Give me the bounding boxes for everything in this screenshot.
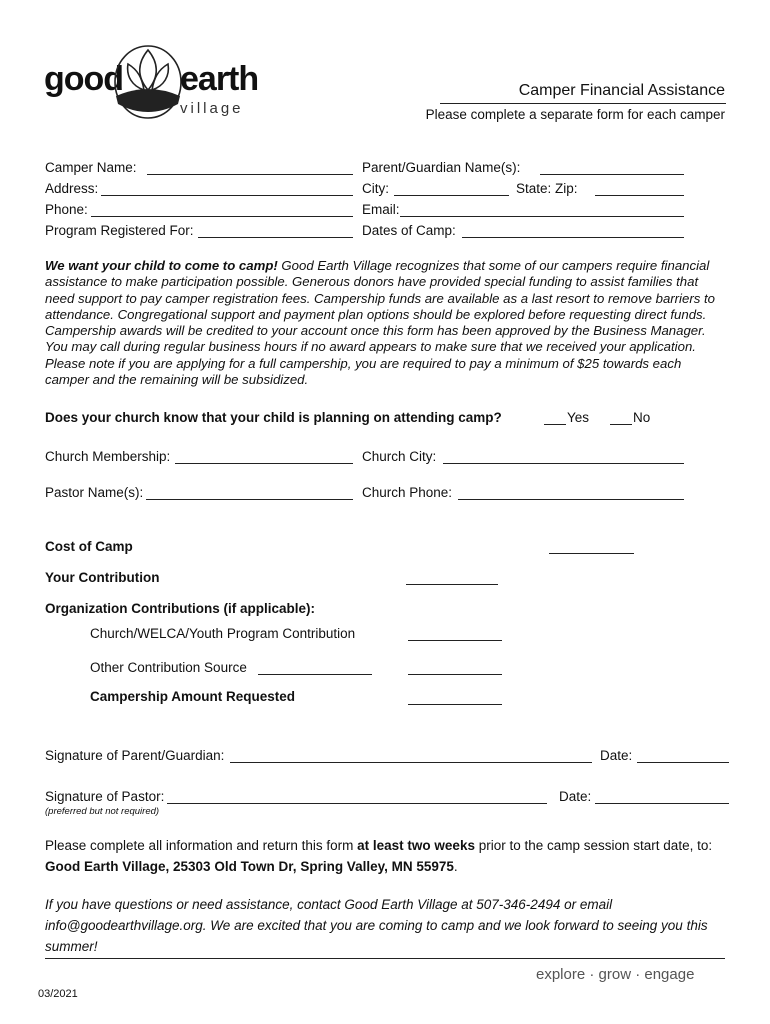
cost-of-camp-field[interactable] [549, 553, 634, 554]
return-address: Good Earth Village, 25303 Old Town Dr, Spring Valley, MN 55975 [45, 859, 454, 874]
form-date: 03/2021 [38, 988, 78, 1000]
form-subtitle: Please complete a separate form for each camper [425, 107, 725, 122]
form-title: Camper Financial Assistance [518, 82, 725, 99]
parent-guardian-field[interactable] [540, 174, 684, 175]
pastor-date-field[interactable] [595, 803, 729, 804]
other-source-name-field[interactable] [258, 674, 372, 675]
church-welca-field[interactable] [408, 640, 502, 641]
your-contribution-field[interactable] [406, 584, 498, 585]
phone-field[interactable] [91, 216, 353, 217]
intro-paragraph [45, 258, 717, 388]
pastor-signature-label: Signature of Pastor: [45, 789, 165, 804]
tagline: explore · grow · engage [536, 966, 695, 983]
church-membership-field[interactable] [175, 463, 353, 464]
church-phone-field[interactable] [458, 499, 684, 500]
pastor-name-field[interactable] [146, 499, 353, 500]
yes-label: Yes [567, 410, 590, 425]
return-instructions [45, 835, 735, 877]
parent-guardian-label: Parent/Guardian Name(s): [362, 160, 521, 175]
city-label: City: [362, 181, 389, 196]
no-blank[interactable] [610, 424, 632, 425]
church-city-field[interactable] [443, 463, 684, 464]
campership-amount-field[interactable] [408, 704, 502, 705]
return-end: . [453, 859, 458, 874]
other-source-amount-field[interactable] [408, 674, 502, 675]
camper-name-label: Camper Name: [45, 160, 137, 175]
dates-label: Dates of Camp: [362, 223, 456, 238]
leaf-globe-icon [112, 42, 184, 120]
church-question: Does your church know that your child is planning on attending camp? [45, 410, 502, 425]
title-rule [440, 103, 726, 104]
return-pre: Please complete all information and return this form [45, 838, 358, 853]
cost-of-camp-label: Cost of Camp [45, 539, 133, 554]
contact-paragraph: If you have questions or need assistance, contact Good Earth Village at 507-346-2494 or email info@goodearthvillage.org. We are excited that you are coming to camp and we look forward to seeing you this summer! [45, 897, 708, 954]
email-field[interactable] [400, 216, 684, 217]
camper-name-field[interactable] [147, 174, 353, 175]
city-field[interactable] [394, 195, 509, 196]
no-label: No [633, 410, 651, 425]
church-city-label: Church City: [362, 449, 437, 464]
pastor-date-label: Date: [559, 789, 592, 804]
logo-word-village: village [180, 100, 244, 117]
intro-body: Good Earth Village recognizes that some of our campers require financial assistance to make participation possible. Generous donors have provided special funding to assist families that need support to pay camper registration fees. Campership funds are available as a last resort to remove barriers to attendance. Congregational support and payment plan options should be explored before requesting direct funds. Campership awards will be credited to your account once this form has been approved by the Business Manager. You may call during regular business hours if no award appears to make sure that we received your application. Please note if you are applying for a full campership, you are required to pay a minimum of $25 towards each camper and the remaining will be subsidized. [45, 258, 715, 388]
church-phone-label: Church Phone: [362, 485, 453, 500]
state-zip-field[interactable] [595, 195, 684, 196]
org-contributions-heading: Organization Contributions (if applicable): [45, 601, 315, 616]
logo-word-earth: earth [180, 60, 259, 98]
state-zip-label: State: Zip: [516, 181, 578, 196]
church-welca-label: Church/WELCA/Youth Program Contribution [90, 626, 356, 641]
program-field[interactable] [198, 237, 353, 238]
yes-blank[interactable] [544, 424, 566, 425]
parent-date-field[interactable] [637, 762, 729, 763]
campership-amount-label: Campership Amount Requested [90, 689, 296, 704]
pastor-name-label: Pastor Name(s): [45, 485, 144, 500]
parent-signature-label: Signature of Parent/Guardian: [45, 748, 225, 763]
parent-signature-field[interactable] [230, 762, 592, 763]
other-source-label: Other Contribution Source [90, 660, 247, 675]
program-label: Program Registered For: [45, 223, 194, 238]
your-contribution-label: Your Contribution [45, 570, 160, 585]
address-label: Address: [45, 181, 99, 196]
church-membership-label: Church Membership: [45, 449, 171, 464]
dates-field[interactable] [462, 237, 684, 238]
return-deadline: at least two weeks [357, 838, 475, 853]
parent-date-label: Date: [600, 748, 633, 763]
logo-word-good: good [44, 60, 124, 98]
intro-lead: We want your child to come to camp! [45, 258, 278, 273]
email-label: Email: [362, 202, 400, 217]
pastor-signature-field[interactable] [167, 803, 547, 804]
address-field[interactable] [101, 195, 353, 196]
logo [44, 42, 259, 122]
pastor-note: (preferred but not required) [45, 806, 160, 817]
phone-label: Phone: [45, 202, 88, 217]
footer-rule [45, 958, 725, 959]
return-mid: prior to the camp session start date, to: [474, 838, 713, 853]
